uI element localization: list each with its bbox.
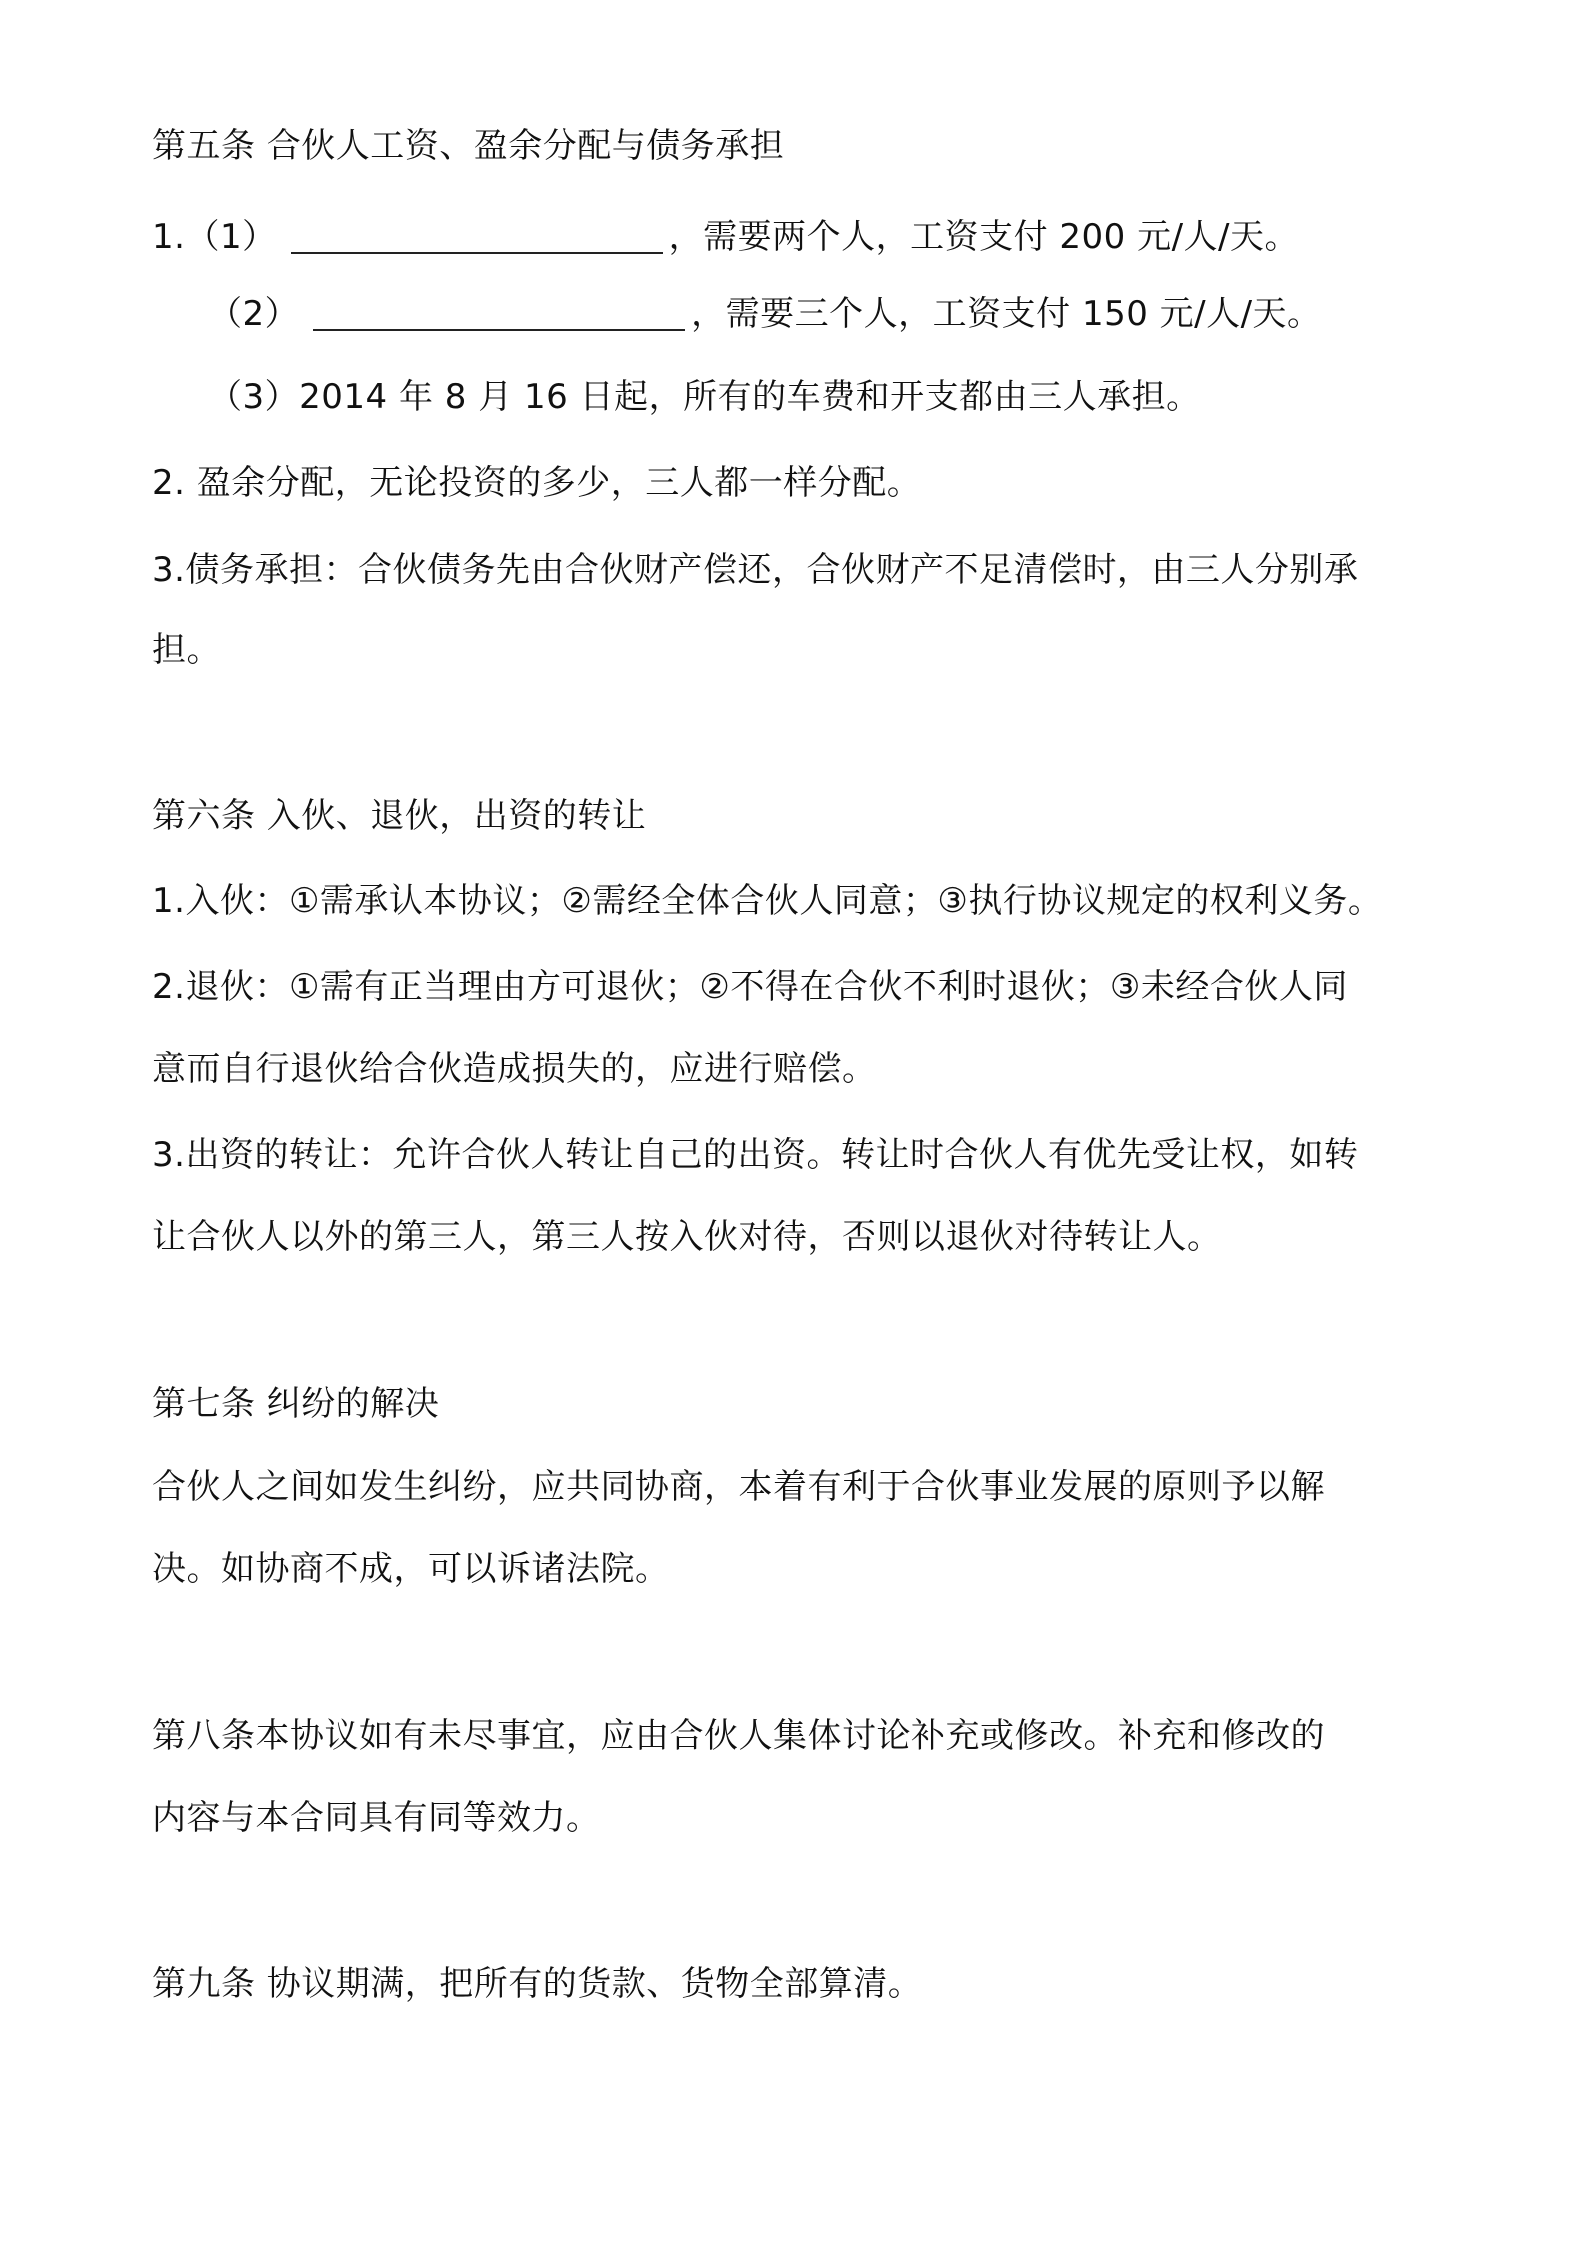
article-5-item-3-line-2: 担。 [152,630,221,670]
article-6-title: 第六条 入伙、退伙，出资的转让 [152,796,647,836]
item-1-2-prefix: （2） [208,294,300,334]
item-1-1-prefix: 1.（1） [152,217,277,257]
article-8-line-2: 内容与本合同具有同等效力。 [152,1798,601,1838]
article-5-item-1-1 [152,213,1299,261]
article-7-title: 第七条 纠纷的解决 [152,1384,440,1424]
article-6-item-2-line-1: 2.退伙：①需有正当理由方可退伙；②不得在合伙不利时退伙；③未经合伙人同 [152,967,1348,1007]
article-5-item-2: 2. 盈余分配，无论投资的多少，三人都一样分配。 [152,463,922,503]
article-5-item-1-2 [208,290,1322,338]
article-8-line-1: 第八条本协议如有未尽事宜，应由合伙人集体讨论补充或修改。补充和修改的 [152,1716,1325,1756]
article-6-item-1: 1.入伙：①需承认本协议；②需经全体合伙人同意；③执行协议规定的权利义务。 [152,881,1383,921]
article-6-item-2-line-2: 意而自行退伙给合伙造成损失的，应进行赔偿。 [152,1049,877,1089]
blank-fill-line-1[interactable] [291,218,663,254]
blank-fill-line-2[interactable] [313,295,685,331]
article-5-title: 第五条 合伙人工资、盈余分配与债务承担 [152,126,785,166]
article-7-body-line-2: 决。如协商不成，可以诉诸法院。 [152,1549,670,1589]
item-1-2-suffix: ，需要三个人，工资支付 150 元/人/天。 [691,294,1322,334]
item-1-1-suffix: ，需要两个人，工资支付 200 元/人/天。 [668,217,1299,257]
article-5-item-1-3: （3）2014 年 8 月 16 日起，所有的车费和开支都由三人承担。 [208,377,1201,417]
article-6-item-3-line-2: 让合伙人以外的第三人，第三人按入伙对待，否则以退伙对待转让人。 [152,1217,1222,1257]
article-5-item-3-line-1: 3.债务承担：合伙债务先由合伙财产偿还，合伙财产不足清偿时，由三人分别承 [152,550,1359,590]
article-7-body-line-1: 合伙人之间如发生纠纷，应共同协商，本着有利于合伙事业发展的原则予以解 [152,1467,1325,1507]
article-6-item-3-line-1: 3.出资的转让：允许合伙人转让自己的出资。转让时合伙人有优先受让权，如转 [152,1135,1359,1175]
article-9-title: 第九条 协议期满，把所有的货款、货物全部算清。 [152,1964,923,2004]
